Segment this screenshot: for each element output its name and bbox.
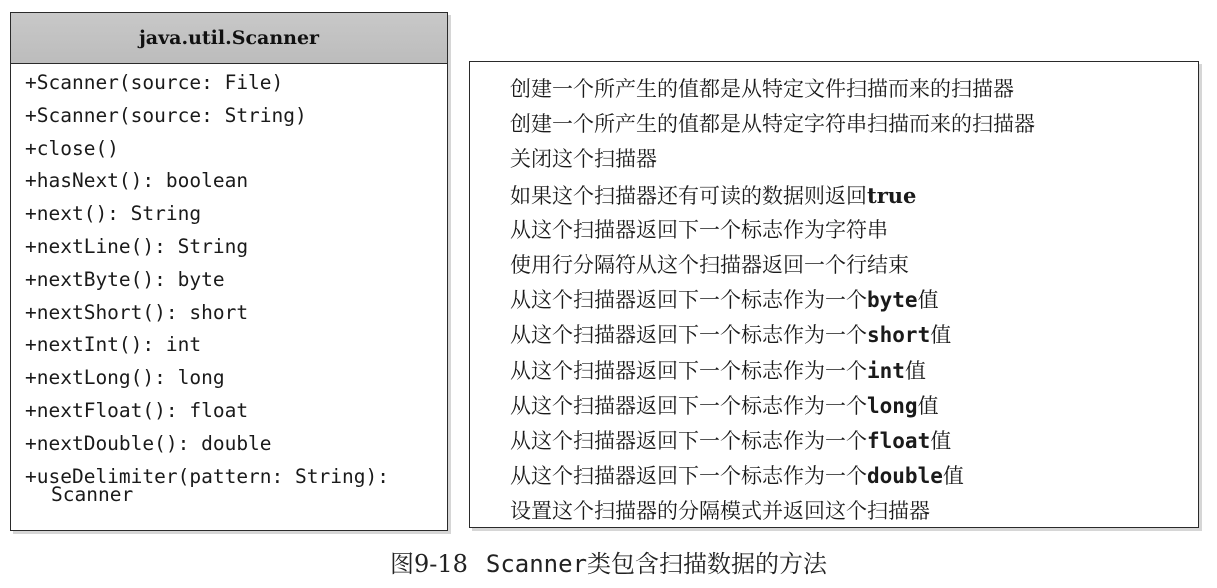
description-code: float [867, 428, 931, 453]
description-row: 创建一个所产生的值都是从特定文件扫描而来的扫描器 [510, 77, 1014, 101]
description-list [510, 72, 1035, 529]
description-code: int [867, 358, 905, 383]
description-text: 从这个扫描器返回下一个标志作为一个 [510, 358, 867, 383]
uml-method: +nextLong(): long [25, 366, 225, 390]
uml-method: +nextDouble(): double [25, 431, 272, 455]
description-row [510, 354, 1035, 389]
caption-class-name: Scanner [485, 550, 588, 578]
description-text: 值 [930, 323, 952, 348]
description-row [510, 459, 1035, 494]
description-row: 创建一个所产生的值都是从特定字符串扫描而来的扫描器 [510, 112, 1035, 137]
description-row [510, 178, 1035, 213]
description-row: 设置这个扫描器的分隔模式并返回这个扫描器 [510, 499, 930, 524]
description-text: 从这个扫描器返回下一个标志作为一个 [510, 464, 867, 489]
caption-label: 图9-18 [389, 550, 468, 578]
description-text: 如果这个扫描器还有可读的数据则返回 [510, 183, 867, 208]
description-row [510, 318, 1035, 353]
description-text: 值 [930, 428, 952, 453]
uml-method: +close() [25, 136, 119, 160]
description-row [510, 283, 1035, 318]
description-text: 值 [917, 288, 939, 313]
description-box [469, 61, 1199, 528]
description-code: short [867, 323, 931, 348]
uml-method-wrap: Scanner [51, 483, 134, 507]
description-row: 从这个扫描器返回下一个标志作为字符串 [510, 217, 888, 242]
uml-method: +nextInt(): int [25, 333, 202, 357]
caption-text: 类包含扫描数据的方法 [587, 550, 828, 578]
uml-class-name: java.util.Scanner [11, 13, 447, 64]
uml-method: +Scanner(source: File) [25, 71, 284, 94]
figure-caption [0, 544, 1217, 579]
description-row [510, 389, 1035, 424]
uml-method: +nextShort(): short [25, 300, 249, 324]
description-code: long [867, 393, 918, 418]
uml-method-list [11, 67, 447, 511]
description-text: 值 [917, 393, 939, 418]
description-row [510, 424, 1035, 459]
uml-method: +nextFloat(): float [25, 398, 249, 422]
description-text: 从这个扫描器返回下一个标志作为一个 [510, 393, 867, 418]
uml-method: +Scanner(source: String) [25, 103, 307, 127]
description-text: 值 [942, 464, 964, 489]
uml-method: +nextByte(): byte [25, 267, 225, 291]
uml-method: +next(): String [25, 202, 202, 226]
description-code: true [867, 182, 917, 208]
description-text: 从这个扫描器返回下一个标志作为一个 [510, 323, 867, 348]
uml-method: +hasNext(): boolean [25, 169, 249, 193]
description-code: double [867, 464, 943, 489]
uml-class-box [10, 12, 448, 531]
description-code: byte [867, 288, 918, 313]
description-text: 从这个扫描器返回下一个标志作为一个 [510, 428, 867, 453]
uml-method: +nextLine(): String [25, 234, 249, 258]
description-row: 使用行分隔符从这个扫描器返回一个行结束 [510, 252, 909, 277]
uml-method: +useDelimiter(pattern: String): [25, 464, 389, 488]
description-text: 值 [904, 358, 926, 383]
description-text: 从这个扫描器返回下一个标志作为一个 [510, 288, 867, 313]
description-row: 关闭这个扫描器 [510, 147, 657, 172]
